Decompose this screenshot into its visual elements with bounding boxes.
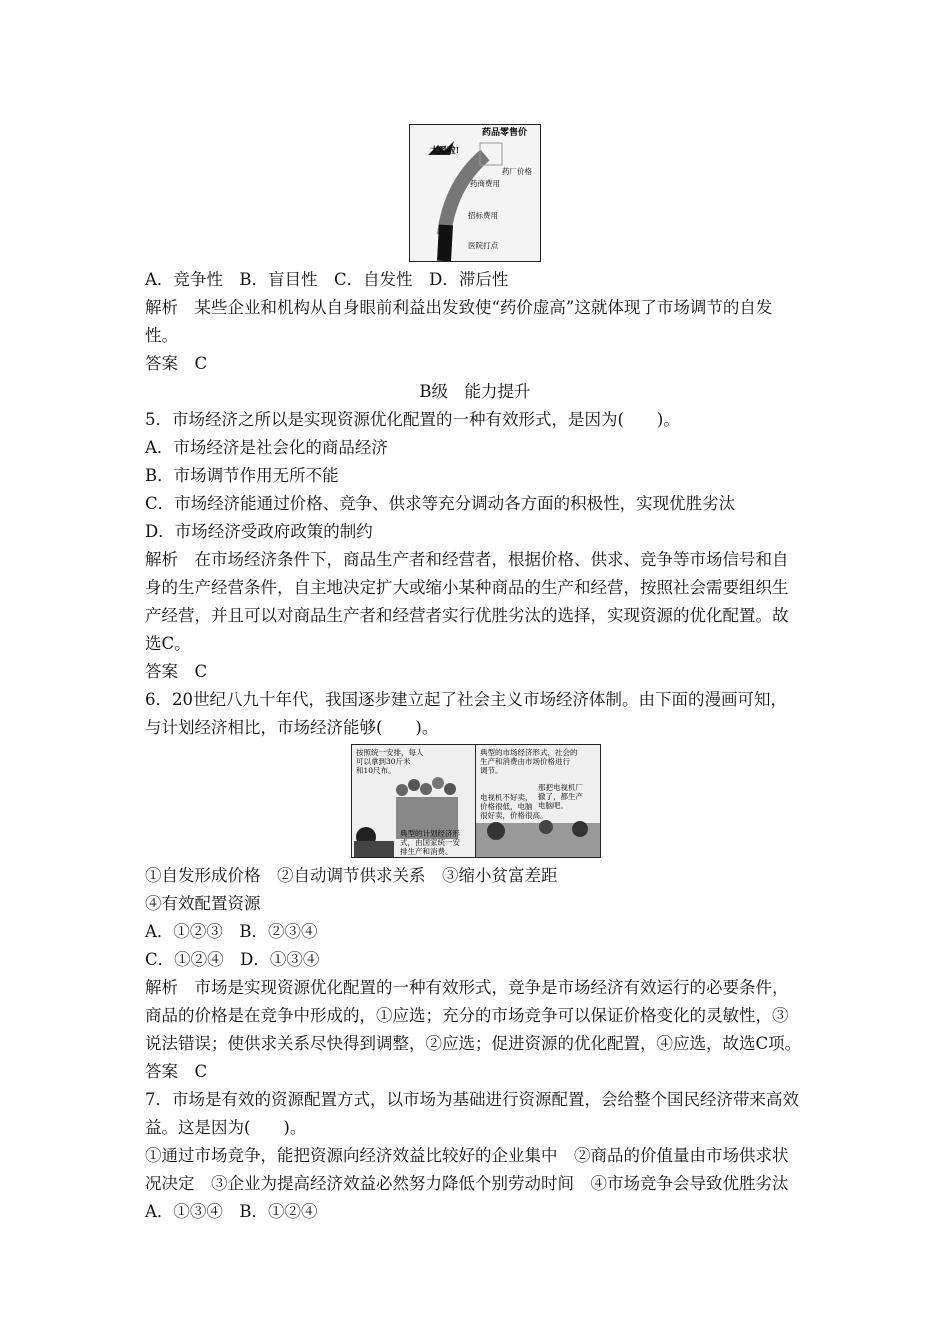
retail-price-label: 药品零售价 [482, 128, 528, 138]
q6-analysis-3: 说法错误；使供求关系尽快得到调整，②应选；促进资源的优化配置，④应选，故选C项。 [145, 1034, 802, 1053]
q5-stem: 5．市场经济之所以是实现资源优化配置的一种有效形式，是因为( )。 [145, 410, 680, 429]
planned-note-1: 典型的计划经济形 [400, 829, 460, 838]
exclaim-label: 太黑啦! [430, 146, 460, 156]
market-quote-b-1: 电视机不好卖， [480, 793, 533, 802]
q6-options-1: A．①②③ B．②③④ [145, 922, 318, 941]
q6-items-1: ①自发形成价格 ②自动调节供求关系 ③缩小贫富差距 [145, 866, 558, 885]
market-economy-panel [476, 745, 599, 857]
economy-comic [351, 744, 601, 858]
planned-caption-2: 可以拿到30斤米 [356, 757, 411, 766]
market-caption-1: 典型的市场经济形式，社会的 [480, 748, 578, 757]
q4-answer: 答案 C [145, 354, 208, 373]
hospital-label: 医院打点 [468, 241, 498, 250]
q6-answer: 答案 C [145, 1062, 208, 1081]
q5-analysis-2: 身的生产经营条件，自主地决定扩大或缩小某种商品的生产和经营，按照社会需要组织生 [145, 578, 789, 597]
market-caption-3: 调节。 [480, 766, 503, 775]
planned-caption-1: 按照统一安排，每人 [356, 748, 424, 757]
q7-stem-1: 7．市场是有效的资源配置方式，以市场为基础进行资源配置，会给整个国民经济带来高效 [145, 1090, 799, 1109]
market-quote-a-2: 撤了，都生产 [538, 792, 583, 801]
q6-options-2: C．①②④ D．①③④ [145, 950, 320, 969]
market-quote-a-1: 那把电视机厂 [538, 783, 583, 792]
q5-option-a: A．市场经济是社会化的商品经济 [145, 438, 388, 457]
drug-price-cartoon [409, 124, 541, 262]
q6-analysis-2: 商品的价格是在竞争中形成的，①应选；充分的市场竞争可以保证价格变化的灵敏性，③ [145, 1006, 789, 1025]
section-title: B级 能力提升 [419, 382, 531, 401]
q4-analysis-1: 解析 某些企业和机构从自身眼前利益出发致使“药价虚高”这就体现了市场调节的自发 [145, 298, 773, 317]
q5-option-c: C．市场经济能通过价格、竞争、供求等充分调动各方面的积极性，实现优胜劣汰 [145, 494, 736, 513]
planned-caption-3: 和10尺布。 [356, 766, 396, 775]
factory-price-label: 药厂价格 [502, 167, 532, 176]
bidding-cost-label: 招标费用 [468, 211, 498, 220]
market-quote-a-3: 电脑吧。 [538, 801, 568, 810]
planned-note-3: 排生产和消费。 [400, 847, 453, 856]
dealer-cost-label: 药商费用 [470, 179, 500, 188]
planned-note-2: 式，由国家统一安 [400, 838, 460, 847]
q5-analysis-1: 解析 在市场经济条件下，商品生产者和经营者，根据价格、供求、竞争等市场信号和自 [145, 550, 789, 569]
q6-items-2: ④有效配置资源 [145, 894, 261, 913]
q5-analysis-4: 选C。 [145, 634, 191, 653]
market-caption-2: 生产和消费由市场价格进行 [480, 757, 570, 766]
q7-items-2: 况决定 ③企业为提高经济效益必然努力降低个别劳动时间 ④市场竞争会导致优胜劣汰 [145, 1174, 789, 1193]
q5-option-d: D．市场经济受政府政策的制约 [145, 522, 373, 541]
q5-analysis-3: 产经营，并且可以对商品生产者和经营者实行优胜劣汰的选择，实现资源的优化配置。故 [145, 606, 789, 625]
q4-options: A．竞争性 B．盲目性 C．自发性 D．滞后性 [145, 270, 509, 289]
q4-analysis-2: 性。 [145, 326, 178, 345]
q5-answer: 答案 C [145, 662, 208, 681]
q6-analysis-1: 解析 市场是实现资源优化配置的一种有效形式，竞争是市场经济有效运行的必要条件， [145, 978, 789, 997]
q6-stem-1: 6．20世纪八九十年代，我国逐步建立起了社会主义市场经济体制。由下面的漫画可知， [145, 690, 787, 709]
market-quote-b-2: 价格很低，电脑 [480, 802, 533, 811]
planned-economy-panel [352, 745, 476, 857]
q7-options-1: A．①③④ B．①②④ [145, 1202, 318, 1221]
q6-stem-2: 与计划经济相比，市场经济能够( )。 [145, 718, 439, 737]
market-quote-b-3: 很好卖，价格很高。 [480, 811, 548, 820]
q5-option-b: B．市场调节作用无所不能 [145, 466, 339, 485]
q7-stem-2: 益。这是因为( )。 [145, 1118, 307, 1137]
q7-items-1: ①通过市场竞争，能把资源向经济效益比较好的企业集中 ②商品的价值量由市场供求状 [145, 1146, 789, 1165]
